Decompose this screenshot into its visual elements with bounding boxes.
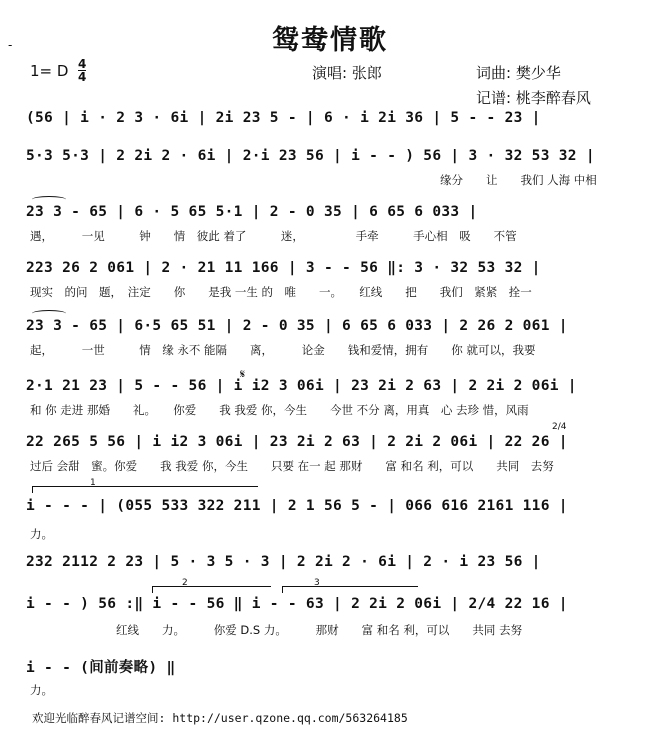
- lyric-line: 和 你 走进 那婚 礼。 你爱 我 我爱 你，今生 今世 不分 离，用真 心 去珍 惜，风雨: [30, 403, 529, 417]
- lyric-line: 起， 一世 情 缘 永不 能隔 离， 论金 钱和爱情，拥有 你 就可以，我要: [30, 343, 536, 357]
- volta-bracket: [152, 586, 271, 593]
- corner-dash: -: [8, 38, 13, 52]
- time-signature-bottom: 4: [78, 70, 87, 84]
- lyric-line: 力。: [30, 527, 53, 541]
- lyric-line: 缘分 让 我们 人海 中相: [440, 173, 597, 187]
- footer-credit: 欢迎光临醉春风记谱空间: http://user.qzone.qq.com/563264185: [32, 711, 408, 725]
- volta-number: 1: [90, 478, 96, 488]
- score-line: i - - ) 56 :‖ i - - 56 ‖ i - - 63 | 2 2i 2 06i | 2/4 22 16 |: [26, 596, 568, 612]
- lyric-line: 过后 会甜 蜜。你爱 我 我爱 你，今生 只要 在一 起 那财 富 和名 利，可以 共同 去努: [30, 459, 554, 473]
- score-line: i - - (间前奏略) ‖: [26, 660, 176, 676]
- slur-mark: [32, 310, 66, 317]
- song-title: 鸳鸯情歌: [272, 25, 388, 56]
- composer-credit: 词曲: 樊少华: [476, 64, 561, 82]
- key-signature: 1= D: [30, 62, 69, 80]
- segno-icon: 𝄋: [240, 367, 246, 381]
- score-line: 2·1 21 23 | 5 - - 56 | i i2 3 06i | 23 2i 2 63 | 2 2i 2 06i |: [26, 378, 577, 394]
- lyric-line: 现实 的问 题， 注定 你 是我 一生 的 唯 一。 红线 把 我们 紧紧 拴一: [30, 285, 532, 299]
- score-line: 22 265 5 56 | i i2 3 06i | 23 2i 2 63 | 2 2i 2 06i | 22 26 |: [26, 434, 568, 450]
- volta-number: 3: [314, 578, 320, 588]
- score-line: (56 | i · 2 3 · 6i | 2i 23 5 - | 6 · i 2i 36 | 5 - - 23 |: [26, 110, 541, 126]
- lyric-line: 红线 力。 你爱 D.S 力。 那财 富 和名 利，可以 共同 去努: [116, 623, 523, 637]
- singer-credit: 演唱: 张郎: [312, 64, 382, 82]
- slur-mark: [32, 196, 66, 203]
- score-line: 23 3 - 65 | 6·5 65 51 | 2 - 0 35 | 6 65 6 033 | 2 26 2 061 |: [26, 318, 568, 334]
- volta-bracket: [282, 586, 418, 593]
- time-signature-top: 4: [78, 57, 87, 71]
- time-signature: [78, 58, 86, 83]
- score-line: 23 3 - 65 | 6 · 5 65 5·1 | 2 - 0 35 | 6 65 6 033 |: [26, 204, 478, 220]
- transcriber-credit: 记谱: 桃李醉春风: [476, 89, 591, 107]
- lyric-line: 遇， 一见 钟 情 彼此 着了 迷， 手牵 手心相 吸 不管: [30, 229, 517, 243]
- lyric-line: 力。: [30, 683, 53, 697]
- score-line: 5·3 5·3 | 2 2i 2 · 6i | 2·i 23 56 | i - - ) 56 | 3 · 32 53 32 |: [26, 148, 595, 164]
- score-line: i - - - | (055 533 322 211 | 2 1 56 5 - | 066 616 2161 116 |: [26, 498, 568, 514]
- score-line: 223 26 2 061 | 2 · 21 11 166 | 3 - - 56 ‖: 3 · 32 53 32 |: [26, 260, 541, 276]
- score-line: 232 2112 2 23 | 5 · 3 5 · 3 | 2 2i 2 · 6i | 2 · i 23 56 |: [26, 554, 541, 570]
- volta-bracket: [32, 486, 258, 493]
- time-change-marker: 2/4: [552, 422, 567, 432]
- volta-number: 2: [182, 578, 188, 588]
